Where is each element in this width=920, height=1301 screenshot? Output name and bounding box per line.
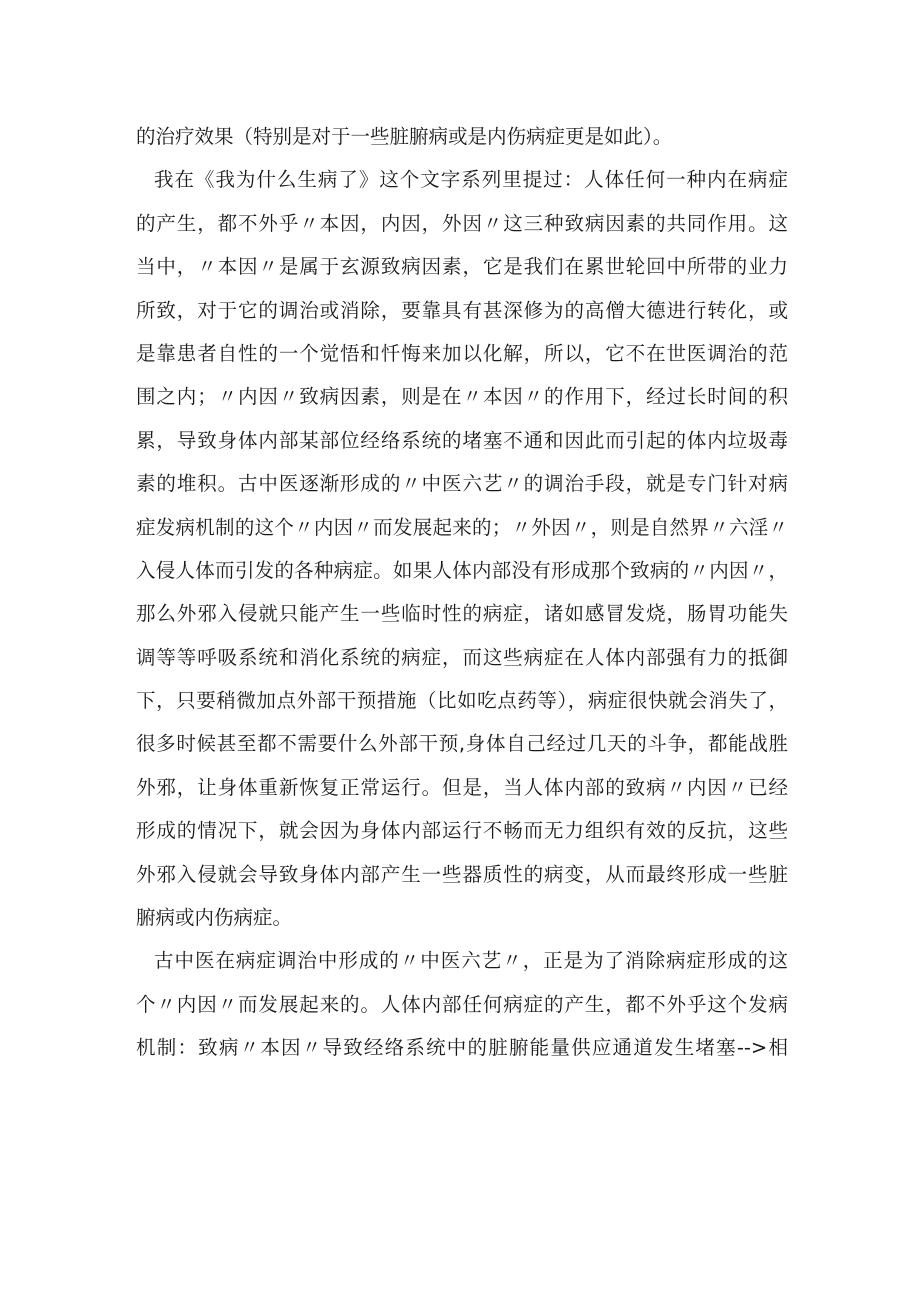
text-line: 所致，对于它的调治或消除，要靠具有甚深修为的高僧大德进行转化，或 xyxy=(136,298,788,322)
paragraph-3 xyxy=(136,939,788,1069)
text-line: 外邪入侵就会导致身体内部产生一些器质性的病变，从而最终形成一些脏 xyxy=(136,862,788,886)
text-line: 累，导致身体内部某部位经络系统的堵塞不通和因此而引起的体内垃圾毒 xyxy=(136,428,788,452)
paragraph-1 xyxy=(136,115,788,158)
text-line: 的产生，都不外乎〃本因，内因，外因〃这三种致病因素的共同作用。这 xyxy=(136,211,788,235)
text-line: 腑病或内伤病症。 xyxy=(136,906,293,930)
text-line: 个〃内因〃而发展起来的。人体内部任何病症的产生，都不外乎这个发病 xyxy=(136,992,788,1016)
paragraph-2 xyxy=(136,158,788,939)
text-line: 外邪，让身体重新恢复正常运行。但是，当人体内部的致病〃内因〃已经 xyxy=(136,775,788,799)
text-line: 是靠患者自性的一个觉悟和忏悔来加以化解，所以，它不在世医调治的范 xyxy=(136,341,788,365)
text-line: 那么外邪入侵就只能产生一些临时性的病症，诸如感冒发烧，肠胃功能失 xyxy=(136,602,788,626)
text-line: 的治疗效果（特别是对于一些脏腑病或是内伤病症更是如此）。 xyxy=(136,125,673,148)
text-line: 我在《我为什么生病了》这个文字系列里提过：人体任何一种内在病症 xyxy=(154,168,788,192)
text-line: 围之内；〃内因〃致病因素，则是在〃本因〃的作用下，经过长时间的积 xyxy=(136,385,788,409)
text-line: 当中，〃本因〃是属于玄源致病因素，它是我们在累世轮回中所带的业力 xyxy=(136,255,788,279)
text-line: 形成的情况下，就会因为身体内部运行不畅而无力组织有效的反抗，这些 xyxy=(136,819,788,843)
text-line: 古中医在病症调治中形成的〃中医六艺〃，正是为了消除病症形成的这 xyxy=(154,949,788,973)
text-line: 入侵人体而引发的各种病症。如果人体内部没有形成那个致病的〃内因〃， xyxy=(136,558,788,582)
text-line: 症发病机制的这个〃内因〃而发展起来的；〃外因〃，则是自然界〃六淫〃 xyxy=(136,515,788,539)
text-line: 下，只要稍微加点外部干预措施（比如吃点药等），病症很快就会消失了， xyxy=(136,689,788,713)
body-text xyxy=(136,115,788,1070)
text-line: 素的堆积。古中医逐渐形成的〃中医六艺〃的调治手段，就是专门针对病 xyxy=(136,472,788,496)
text-line: 机制：致病〃本因〃导致经络系统中的脏腑能量供应通道发生堵塞-->相 xyxy=(136,1036,788,1060)
text-line: 很多时候甚至都不需要什么外部干预,身体自己经过几天的斗争，都能战胜 xyxy=(136,732,788,756)
text-line: 调等等呼吸系统和消化系统的病症，而这些病症在人体内部强有力的抵御 xyxy=(136,645,788,669)
